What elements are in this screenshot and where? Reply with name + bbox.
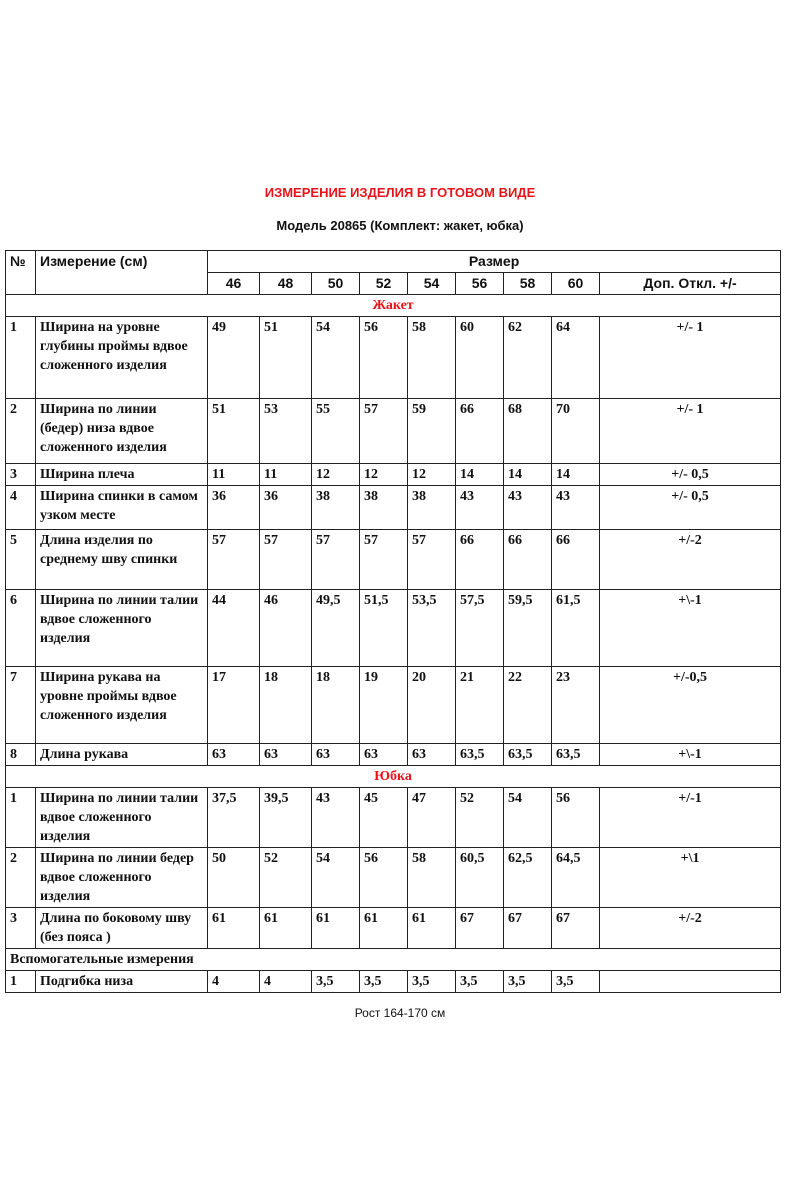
table-body xyxy=(6,251,781,993)
model-subtitle: Модель 20865 (Комплект: жакет, юбка) xyxy=(276,218,524,233)
size-value: 11 xyxy=(208,464,260,486)
tolerance-value: +\1 xyxy=(600,848,781,908)
measurement-label: Ширина по линии талии вдвое сложенного изделия xyxy=(36,788,208,848)
row-number: 4 xyxy=(6,486,36,530)
measurement-label: Длина рукава xyxy=(36,744,208,766)
size-value: 60,5 xyxy=(456,848,504,908)
measurement-row xyxy=(6,486,781,530)
size-value: 3,5 xyxy=(360,971,408,993)
size-value: 3,5 xyxy=(552,971,600,993)
size-value: 18 xyxy=(260,667,312,744)
size-value: 43 xyxy=(456,486,504,530)
size-value: 17 xyxy=(208,667,260,744)
size-value: 3,5 xyxy=(456,971,504,993)
header-tolerance: Доп. Откл. +/- xyxy=(600,273,781,295)
size-value: 36 xyxy=(260,486,312,530)
measurement-label: Ширина по линии бедер вдвое сложенного изделия xyxy=(36,848,208,908)
size-value: 51 xyxy=(260,317,312,399)
size-value: 47 xyxy=(408,788,456,848)
size-value: 3,5 xyxy=(312,971,360,993)
size-value: 56 xyxy=(360,317,408,399)
row-number: 6 xyxy=(6,590,36,667)
header-size-56: 56 xyxy=(456,273,504,295)
size-value: 3,5 xyxy=(408,971,456,993)
size-value: 60 xyxy=(456,317,504,399)
size-value: 61 xyxy=(408,908,456,949)
size-value: 51,5 xyxy=(360,590,408,667)
tolerance-value xyxy=(600,971,781,993)
measurement-label: Подгибка низа xyxy=(36,971,208,993)
tolerance-value: +/-1 xyxy=(600,788,781,848)
header-size-48: 48 xyxy=(260,273,312,295)
size-value: 44 xyxy=(208,590,260,667)
size-value: 43 xyxy=(504,486,552,530)
measurement-label: Ширина спинки в самом узком месте xyxy=(36,486,208,530)
size-value: 14 xyxy=(552,464,600,486)
height-note: Рост 164-170 см xyxy=(354,1006,446,1020)
size-value: 56 xyxy=(552,788,600,848)
size-value: 14 xyxy=(456,464,504,486)
size-value: 49 xyxy=(208,317,260,399)
row-number: 3 xyxy=(6,908,36,949)
size-value: 63 xyxy=(408,744,456,766)
size-value: 46 xyxy=(260,590,312,667)
auxiliary-row xyxy=(6,971,781,993)
size-value: 52 xyxy=(456,788,504,848)
size-value: 57 xyxy=(360,399,408,464)
header-size-54: 54 xyxy=(408,273,456,295)
row-number: 3 xyxy=(6,464,36,486)
size-value: 70 xyxy=(552,399,600,464)
tolerance-value: +/- 1 xyxy=(600,317,781,399)
header-measurement: Измерение (см) xyxy=(36,251,208,295)
size-value: 66 xyxy=(456,399,504,464)
tolerance-value: +/-2 xyxy=(600,908,781,949)
section-row xyxy=(6,295,781,317)
measurement-row xyxy=(6,530,781,590)
header-size: Размер xyxy=(208,251,781,273)
size-value: 63,5 xyxy=(552,744,600,766)
measurement-row xyxy=(6,744,781,766)
size-value: 50 xyxy=(208,848,260,908)
size-value: 59,5 xyxy=(504,590,552,667)
measurement-row xyxy=(6,788,781,848)
auxiliary-title: Вспомогательные измерения xyxy=(6,949,781,971)
size-value: 67 xyxy=(504,908,552,949)
size-value: 59 xyxy=(408,399,456,464)
size-value: 54 xyxy=(312,317,360,399)
measurement-row xyxy=(6,667,781,744)
size-value: 20 xyxy=(408,667,456,744)
size-value: 56 xyxy=(360,848,408,908)
size-value: 39,5 xyxy=(260,788,312,848)
measurement-label: Длина изделия по среднему шву спинки xyxy=(36,530,208,590)
size-value: 61 xyxy=(260,908,312,949)
size-value: 62,5 xyxy=(504,848,552,908)
measurement-row xyxy=(6,848,781,908)
row-number: 7 xyxy=(6,667,36,744)
measurement-label: Ширина плеча xyxy=(36,464,208,486)
measurement-table xyxy=(5,250,781,993)
row-number: 8 xyxy=(6,744,36,766)
size-value: 58 xyxy=(408,848,456,908)
measurement-label: Ширина по линии (бедер) низа вдвое сложенного изделия xyxy=(36,399,208,464)
size-value: 22 xyxy=(504,667,552,744)
header-size-50: 50 xyxy=(312,273,360,295)
header-row xyxy=(6,251,781,273)
header-no: № xyxy=(6,251,36,295)
measurement-label: Ширина рукава на уровне проймы вдвое сложенного изделия xyxy=(36,667,208,744)
size-value: 3,5 xyxy=(504,971,552,993)
size-value: 21 xyxy=(456,667,504,744)
size-value: 61 xyxy=(208,908,260,949)
tolerance-value: +\-1 xyxy=(600,744,781,766)
size-value: 57 xyxy=(260,530,312,590)
size-value: 14 xyxy=(504,464,552,486)
size-value: 36 xyxy=(208,486,260,530)
tolerance-value: +/- 0,5 xyxy=(600,464,781,486)
size-value: 61,5 xyxy=(552,590,600,667)
header-size-52: 52 xyxy=(360,273,408,295)
size-value: 54 xyxy=(504,788,552,848)
size-value: 4 xyxy=(260,971,312,993)
size-value: 49,5 xyxy=(312,590,360,667)
size-value: 63,5 xyxy=(504,744,552,766)
measurement-label: Длина по боковому шву (без пояса ) xyxy=(36,908,208,949)
tolerance-value: +/- 0,5 xyxy=(600,486,781,530)
size-value: 12 xyxy=(408,464,456,486)
tolerance-value: +/-0,5 xyxy=(600,667,781,744)
size-value: 57 xyxy=(208,530,260,590)
size-value: 38 xyxy=(408,486,456,530)
size-value: 57 xyxy=(408,530,456,590)
tolerance-value: +/- 1 xyxy=(600,399,781,464)
size-value: 54 xyxy=(312,848,360,908)
measurement-row xyxy=(6,908,781,949)
size-value: 61 xyxy=(360,908,408,949)
size-value: 53,5 xyxy=(408,590,456,667)
measurement-row xyxy=(6,317,781,399)
size-value: 37,5 xyxy=(208,788,260,848)
header-size-58: 58 xyxy=(504,273,552,295)
tolerance-value: +\-1 xyxy=(600,590,781,667)
size-value: 43 xyxy=(312,788,360,848)
page-title: ИЗМЕРЕНИЕ ИЗДЕЛИЯ В ГОТОВОМ ВИДЕ xyxy=(264,185,536,200)
size-value: 23 xyxy=(552,667,600,744)
size-value: 51 xyxy=(208,399,260,464)
row-number: 2 xyxy=(6,848,36,908)
header-size-60: 60 xyxy=(552,273,600,295)
size-value: 18 xyxy=(312,667,360,744)
row-number: 1 xyxy=(6,317,36,399)
size-value: 68 xyxy=(504,399,552,464)
size-value: 12 xyxy=(312,464,360,486)
measurement-label: Ширина на уровне глубины проймы вдвое сложенного изделия xyxy=(36,317,208,399)
row-number: 5 xyxy=(6,530,36,590)
size-value: 63 xyxy=(360,744,408,766)
header-size-46: 46 xyxy=(208,273,260,295)
size-value: 63 xyxy=(312,744,360,766)
size-value: 58 xyxy=(408,317,456,399)
auxiliary-header-row xyxy=(6,949,781,971)
size-value: 57 xyxy=(360,530,408,590)
size-value: 63 xyxy=(260,744,312,766)
size-value: 43 xyxy=(552,486,600,530)
size-value: 11 xyxy=(260,464,312,486)
size-value: 66 xyxy=(552,530,600,590)
section-title: Жакет xyxy=(6,295,781,317)
size-value: 64,5 xyxy=(552,848,600,908)
row-number: 2 xyxy=(6,399,36,464)
size-value: 67 xyxy=(552,908,600,949)
size-value: 38 xyxy=(360,486,408,530)
size-value: 55 xyxy=(312,399,360,464)
size-value: 57,5 xyxy=(456,590,504,667)
size-value: 4 xyxy=(208,971,260,993)
size-value: 53 xyxy=(260,399,312,464)
measurement-row xyxy=(6,399,781,464)
size-value: 52 xyxy=(260,848,312,908)
size-value: 66 xyxy=(504,530,552,590)
measurement-label: Ширина по линии талии вдвое сложенного изделия xyxy=(36,590,208,667)
size-value: 61 xyxy=(312,908,360,949)
size-value: 38 xyxy=(312,486,360,530)
size-value: 12 xyxy=(360,464,408,486)
size-value: 67 xyxy=(456,908,504,949)
measurement-row xyxy=(6,464,781,486)
section-title: Юбка xyxy=(6,766,781,788)
size-value: 64 xyxy=(552,317,600,399)
measurement-row xyxy=(6,590,781,667)
row-number: 1 xyxy=(6,971,36,993)
size-value: 57 xyxy=(312,530,360,590)
tolerance-value: +/-2 xyxy=(600,530,781,590)
size-value: 63 xyxy=(208,744,260,766)
size-value: 63,5 xyxy=(456,744,504,766)
section-row xyxy=(6,766,781,788)
size-value: 19 xyxy=(360,667,408,744)
row-number: 1 xyxy=(6,788,36,848)
size-value: 62 xyxy=(504,317,552,399)
size-value: 45 xyxy=(360,788,408,848)
size-value: 66 xyxy=(456,530,504,590)
